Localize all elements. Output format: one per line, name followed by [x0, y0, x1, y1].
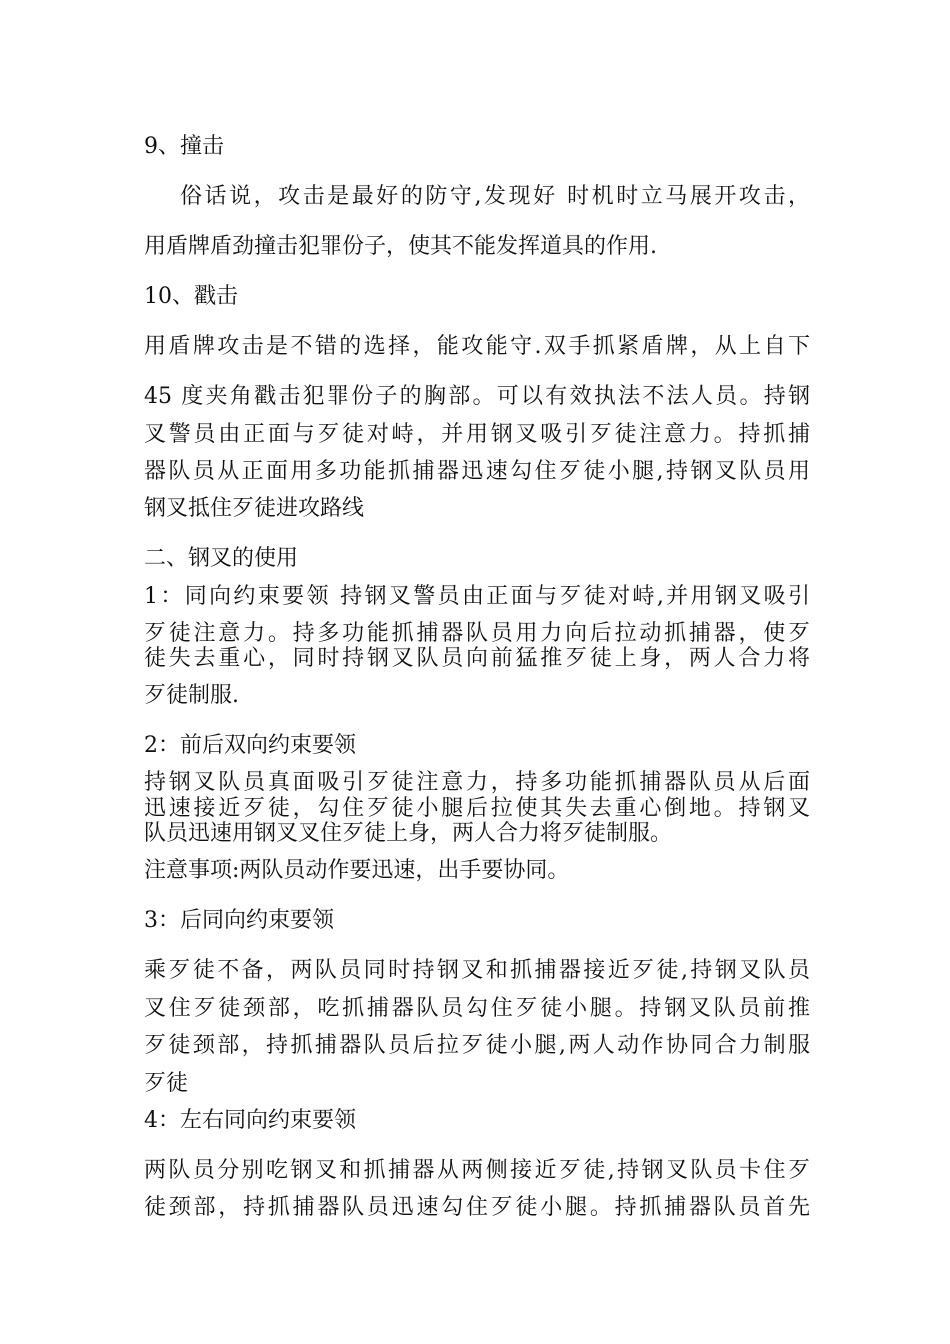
note-line: 注意事项:两队员动作要迅速，出手要协同。 — [144, 858, 570, 883]
paragraph-line: 队员迅速用钢叉叉住歹徒上身，两人合力将歹徒制服。 — [144, 821, 673, 846]
paragraph-line: 歹徒注意力。持多功能抓捕器队员用力向后拉动抓捕器，使歹 — [144, 621, 810, 646]
paragraph-line: 叉住歹徒颈部，吃抓捕器队员勾住歹徒小腿。持钢叉队员前推 — [144, 996, 810, 1021]
paragraph-line: 两队员分别吃钢叉和抓捕器从两侧接近歹徒,持钢叉队员卡住歹 — [144, 1158, 810, 1183]
paragraph-line: 徒颈部，持抓捕器队员迅速勾住歹徒小腿。持抓捕器队员首先 — [144, 1195, 810, 1220]
paragraph-line: 歹徒 — [144, 1071, 189, 1096]
heading-9: 9、撞击 — [144, 134, 224, 159]
paragraph-line: 45 度夹角戳击犯罪份子的胸部。可以有效执法不法人员。持钢 — [144, 384, 810, 409]
subheading-1: 1：同向约束要领 持钢叉警员由正面与歹徒对峙,并用钢叉吸引 — [144, 584, 810, 609]
paragraph-line: 徒失去重心，同时持钢叉队员向前猛推歹徒上身，两人合力将 — [144, 646, 810, 671]
paragraph-line: 钢叉抵住歹徒进攻路线 — [144, 496, 365, 521]
paragraph-line: 迅速接近歹徒，勾住歹徒小腿后拉使其失去重心倒地。持钢叉 — [144, 796, 810, 821]
heading-10: 10、戳击 — [144, 284, 238, 309]
subheading-2: 2：前后双向约束要领 — [144, 733, 356, 758]
paragraph-line: 歹徒制服. — [144, 683, 239, 708]
paragraph-line: 用盾牌攻击是不错的选择，能攻能守.双手抓紧盾牌，从上自下 — [144, 334, 810, 359]
paragraph-line: 歹徒颈部，持抓捕器队员后拉歹徒小腿,两人动作协同合力制服 — [144, 1033, 810, 1058]
paragraph-line: 叉警员由正面与歹徒对峙，并用钢叉吸引歹徒注意力。持抓捕 — [144, 422, 810, 447]
paragraph-line: 持钢叉队员真面吸引歹徒注意力，持多功能抓捕器队员从后面 — [144, 770, 810, 795]
paragraph-line: 俗话说，攻击是最好的防守,发现好 时机时立马展开攻击， — [180, 184, 810, 209]
subheading-4: 4：左右同向约束要领 — [144, 1108, 356, 1133]
paragraph-line: 器队员从正面用多功能抓捕器迅速勾住歹徒小腿,持钢叉队员用 — [144, 459, 810, 484]
section-heading: 二、钢叉的使用 — [144, 546, 299, 571]
subheading-3: 3：后同向约束要领 — [144, 908, 334, 933]
paragraph-line: 乘歹徒不备，两队员同时持钢叉和抓捕器接近歹徒,持钢叉队员 — [144, 958, 810, 983]
paragraph-line: 用盾牌盾劲撞击犯罪份子，使其不能发挥道具的作用. — [144, 234, 657, 259]
